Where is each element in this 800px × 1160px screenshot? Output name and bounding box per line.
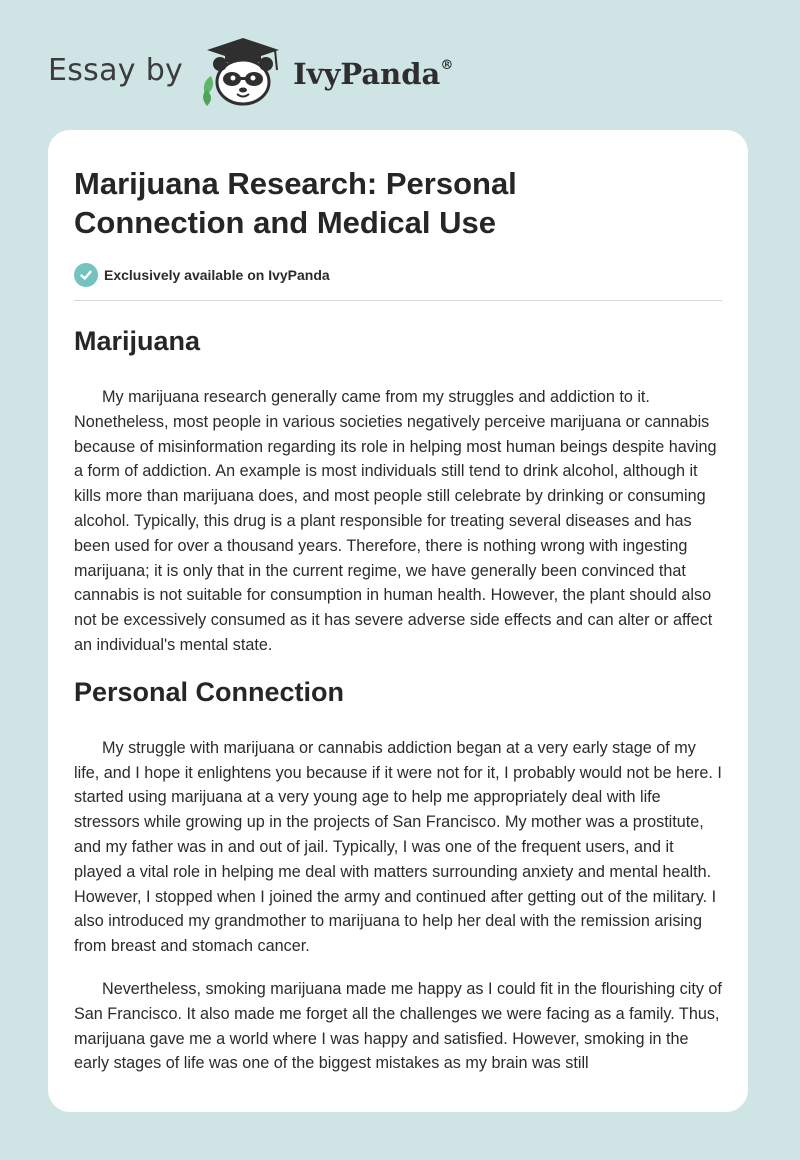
section-heading: Marijuana — [74, 326, 201, 356]
essay-card — [48, 130, 748, 1112]
section-personal-connection — [74, 676, 722, 1076]
brand-name: IvyPanda® — [293, 57, 454, 91]
section-marijuana — [74, 325, 722, 658]
site-logo[interactable] — [48, 36, 453, 108]
paragraph: My marijuana research generally came from my struggles and addiction to it. Nonetheless, most people in various societies negatively perceive marijuana or cannabis because of misinformation regarding its role in helping most human beings despite having a form of addiction. An example is most individuals still tend to drink alcohol, although it kills more than marijuana does, and most people still celebrate by drinking or consuming alcohol. Typically, this drug is a plant responsible for treating several diseases and has been used for over a thousand years. Therefore, there is nothing wrong with ingesting marijuana; it is only that in the current regime, we have generally been convinced that cannabis is not suitable for consumption in human health. However, the plant should also not be excessively consumed as it has severe adverse side effects and can alter or affect an individual's mental state. — [74, 388, 717, 654]
page-title: Marijuana Research: Personal Connection and Medical Use — [74, 166, 517, 240]
exclusive-badge — [74, 262, 722, 288]
checkmark-icon — [74, 263, 98, 287]
paragraph: Nevertheless, smoking marijuana made me happy as I could fit in the flourishing city of San Francisco. It also made me forget all the challenges we were facing as a family. Thus, marijuana gave me a world where I was happy and satisfied. However, smoking in the early stages of life was one of the biggest mistakes as my brain was still — [74, 979, 722, 1073]
badge-text: Exclusively available on IvyPanda — [104, 267, 330, 283]
essay-by-label: Essay by — [48, 52, 184, 88]
panda-mascot-icon — [197, 36, 289, 108]
divider — [74, 300, 722, 301]
paragraph: My struggle with marijuana or cannabis addiction began at a very early stage of my life, and I hope it enlightens you because if it were not for it, I probably would not be here. I started using marijuana at a very young age to help me appropriately deal with life stressors while growing up in the projects of San Francisco. My mother was a prostitute, and my father was in and out of jail. Typically, I was one of the frequent users, and it played a vital role in helping me deal with matters surrounding anxiety and mental health. However, I stopped when I joined the army and continued after getting out of the military. I also introduced my grandmother to marijuana to help her deal with the remission arising from breast and stomach cancer. — [74, 738, 722, 956]
section-heading: Personal Connection — [74, 676, 345, 707]
